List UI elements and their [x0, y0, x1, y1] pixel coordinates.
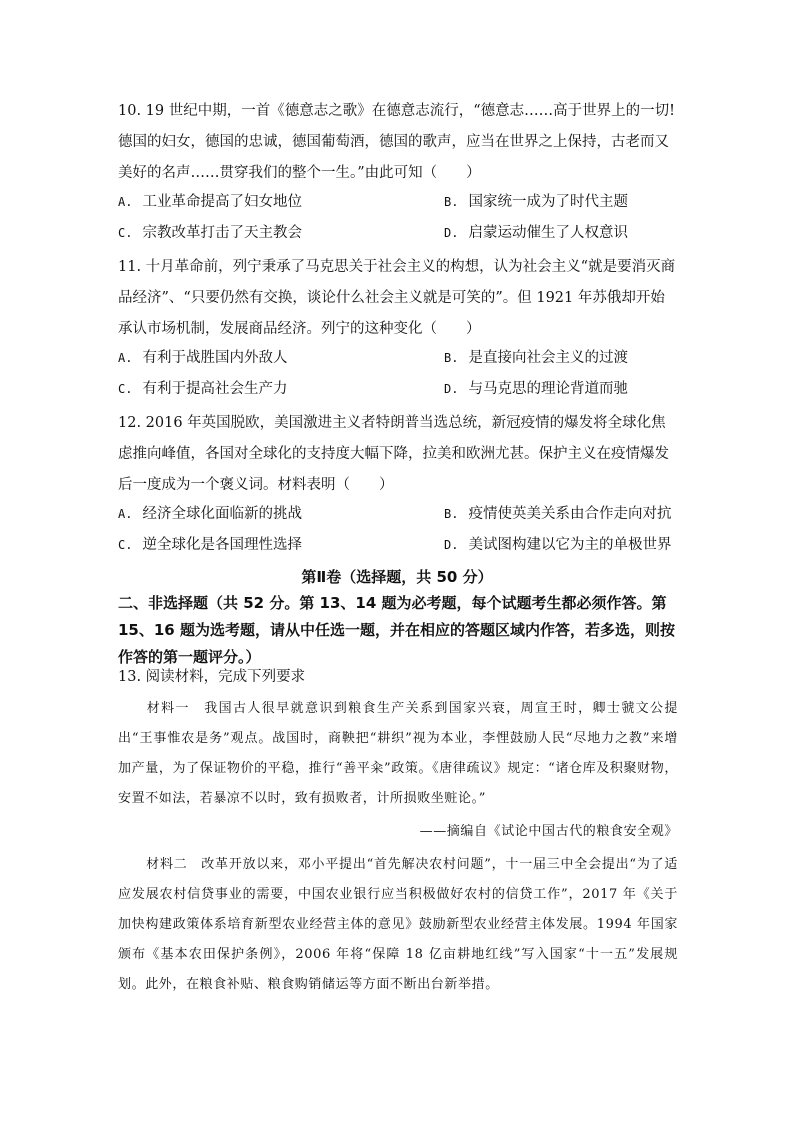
option-text: 启蒙运动催生了人权意识	[468, 225, 628, 241]
option-label: B.	[444, 507, 459, 521]
option-d[interactable]	[444, 377, 628, 398]
option-text: 是直接向社会主义的过渡	[468, 350, 628, 366]
question-13-stem: 13. 阅读材料，完成下列要求	[118, 669, 306, 685]
option-text: 宗教改革打击了天主教会	[142, 225, 302, 241]
material-two	[118, 850, 678, 1000]
option-label: C.	[118, 538, 133, 552]
option-c[interactable]	[118, 221, 302, 242]
option-label: C.	[118, 226, 133, 240]
option-label: B.	[444, 351, 459, 365]
option-label: D.	[444, 538, 459, 552]
option-b[interactable]	[444, 190, 628, 211]
option-d[interactable]	[444, 533, 671, 554]
question-11-options-row-1	[118, 346, 678, 376]
section-title: 第Ⅱ卷（选择题，共 50 分）	[301, 568, 493, 586]
option-text: 疫情使英美关系由合作走向对抗	[468, 506, 672, 522]
option-label: A.	[118, 507, 133, 521]
option-c[interactable]	[118, 533, 302, 554]
material-two-text: 材料二 改革开放以来，邓小平提出“首先解决农村问题”，十一届三中全会提出“为了适应发展农村信贷事业的需要，中国农业银行应当积极做好农村的信贷工作”，2017 年《关于加快构建政策体系培育新型农业经营主体的意见》鼓励新型农业经营主体发展。1994 年国家颁布《基本农田保护条例》，2006 年将“保障 18 亿亩耕地红线”写入国家“十一五”发展规划。此外，在粮食补贴、粮食购销储运等方面不断出台新举措。	[118, 857, 678, 992]
question-10-stem: 10. 19 世纪中期，一首《德意志之歌》在德意志流行，“德意志……高于世界上的一切!德国的妇女，德国的忠诚，德国葡萄酒，德国的歌声，应当在世界之上保持，古老而又美好的名声……贯穿我们的整个一生。”由此可知（ ）	[118, 103, 675, 181]
option-a[interactable]	[118, 502, 302, 523]
question-11-stem: 11. 十月革命前，列宁秉承了马克思关于社会主义的构想，认为社会主义“就是要消灭商品经济”、“只要仍然有交换，谈论什么社会主义就是可笑的”。但 1921 年苏俄却开始承认市场机制，发展商品经济。列宁的这种变化（ ）	[118, 259, 676, 337]
question-11-options-row-2	[118, 377, 678, 407]
option-d[interactable]	[444, 221, 628, 242]
option-text: 逆全球化是各国理性选择	[142, 537, 302, 553]
option-b[interactable]	[444, 502, 671, 523]
question-12-options-row-2	[118, 533, 678, 563]
option-text: 经济全球化面临新的挑战	[142, 506, 302, 522]
option-label: B.	[444, 195, 459, 209]
option-label: D.	[444, 226, 459, 240]
option-text: 国家统一成为了时代主题	[468, 194, 628, 210]
option-text: 有利于提高社会生产力	[142, 381, 288, 397]
question-12-stem: 12. 2016 年英国脱欧，美国激进主义者特朗普当选总统，新冠疫情的爆发将全球化焦虑推向峰值，各国对全球化的支持度大幅下降，拉美和欧洲尤甚。保护主义在疫情爆发后一度成为一个褒义词。材料表明（ ）	[118, 415, 669, 493]
option-a[interactable]	[118, 346, 287, 367]
option-c[interactable]	[118, 377, 287, 398]
option-text: 有利于战胜国内外敌人	[142, 350, 288, 366]
question-10-options-row-1	[118, 190, 678, 220]
material-one-text: 材料一 我国古人很早就意识到粮食生产关系到国家兴衰，周宣王时，卿士虢文公提出“王事惟农是务”观点。战国时，商鞅把“耕织”视为本业，李悝鼓励人民“尽地力之教”来增加产量，为了保证物价的平稳，推行“善平籴”政策。《唐律疏议》规定：“诸仓库及积聚财物，安置不如法，若暴凉不以时，致有损败者，计所损败坐赃论。”	[118, 701, 678, 806]
option-a[interactable]	[118, 190, 302, 211]
question-12-options-row-1	[118, 502, 678, 532]
option-label: A.	[118, 195, 133, 209]
option-label: A.	[118, 351, 133, 365]
question-10-options-row-2	[118, 221, 678, 251]
option-text: 美试图构建以它为主的单极世界	[468, 537, 672, 553]
material-one-source: ——摘编自《试论中国古代的粮食安全观》	[419, 824, 678, 839]
option-text: 与马克思的理论背道而驰	[468, 381, 628, 397]
section-description: 二、非选择题（共 52 分。第 13、14 题为必考题，每个试题考生都必须作答。第 15、16 题为选考题，请从中任选一题，并在相应的答题区域内作答，若多选，则按作答的第一题评分。）	[118, 594, 675, 666]
option-label: D.	[444, 382, 459, 396]
option-label: C.	[118, 382, 133, 396]
material-one	[118, 694, 678, 814]
option-b[interactable]	[444, 346, 628, 367]
option-text: 工业革命提高了妇女地位	[142, 194, 302, 210]
